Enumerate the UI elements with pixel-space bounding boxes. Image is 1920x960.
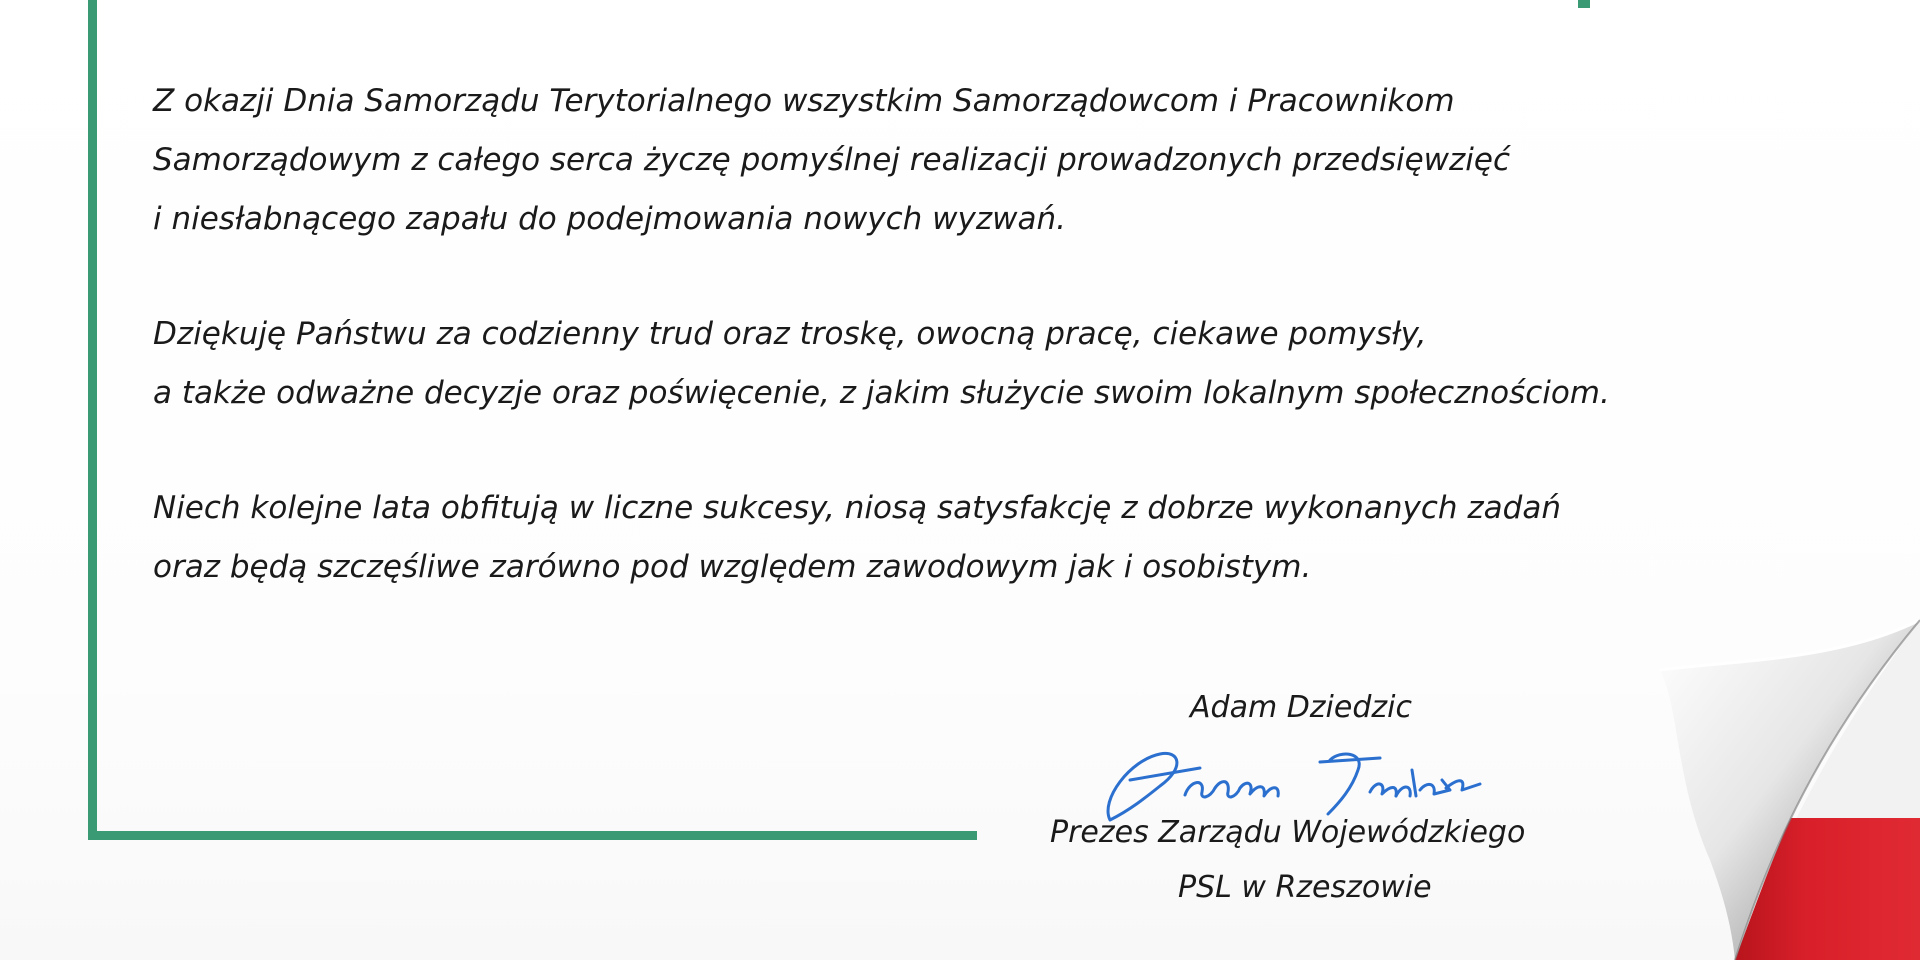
- letter-body: [153, 72, 1853, 653]
- signatory-title: Prezes Zarządu Wojewódzkiego: [1050, 815, 1526, 850]
- green-frame-bottom-border: [88, 831, 977, 840]
- signatory-organization: PSL w Rzeszowie: [1178, 870, 1432, 905]
- handwritten-signature: [1090, 740, 1530, 830]
- polish-flag-page-curl: [1620, 600, 1920, 960]
- paragraph-line: oraz będą szczęśliwe zarówno pod względem zawodowym jak i osobistym.: [153, 549, 1312, 585]
- paragraph-wishes: [153, 479, 1853, 597]
- paragraph-line: Niech kolejne lata obfitują w liczne sukcesy, niosą satysfakcję z dobrze wykonanych zadań: [153, 490, 1562, 526]
- green-frame-left-border: [88, 0, 97, 840]
- paragraph-line: Z okazji Dnia Samorządu Terytorialnego wszystkim Samorządowcom i Pracownikom: [153, 83, 1455, 119]
- paragraph-line: Samorządowym z całego serca życzę pomyślnej realizacji prowadzonych przedsięwzięć: [153, 142, 1511, 178]
- signatory-name: Adam Dziedzic: [1190, 690, 1412, 725]
- paragraph-line: i niesłabnącego zapału do podejmowania nowych wyzwań.: [153, 201, 1066, 237]
- green-frame-corner: [1578, 0, 1590, 8]
- paragraph-line: Dziękuję Państwu za codzienny trud oraz troskę, owocną pracę, ciekawe pomysły,: [153, 316, 1427, 352]
- paragraph-thanks: [153, 305, 1853, 423]
- paragraph-greeting: [153, 72, 1853, 249]
- paragraph-line: a także odważne decyzje oraz poświęcenie, z jakim służycie swoim lokalnym społecznościom.: [153, 375, 1610, 411]
